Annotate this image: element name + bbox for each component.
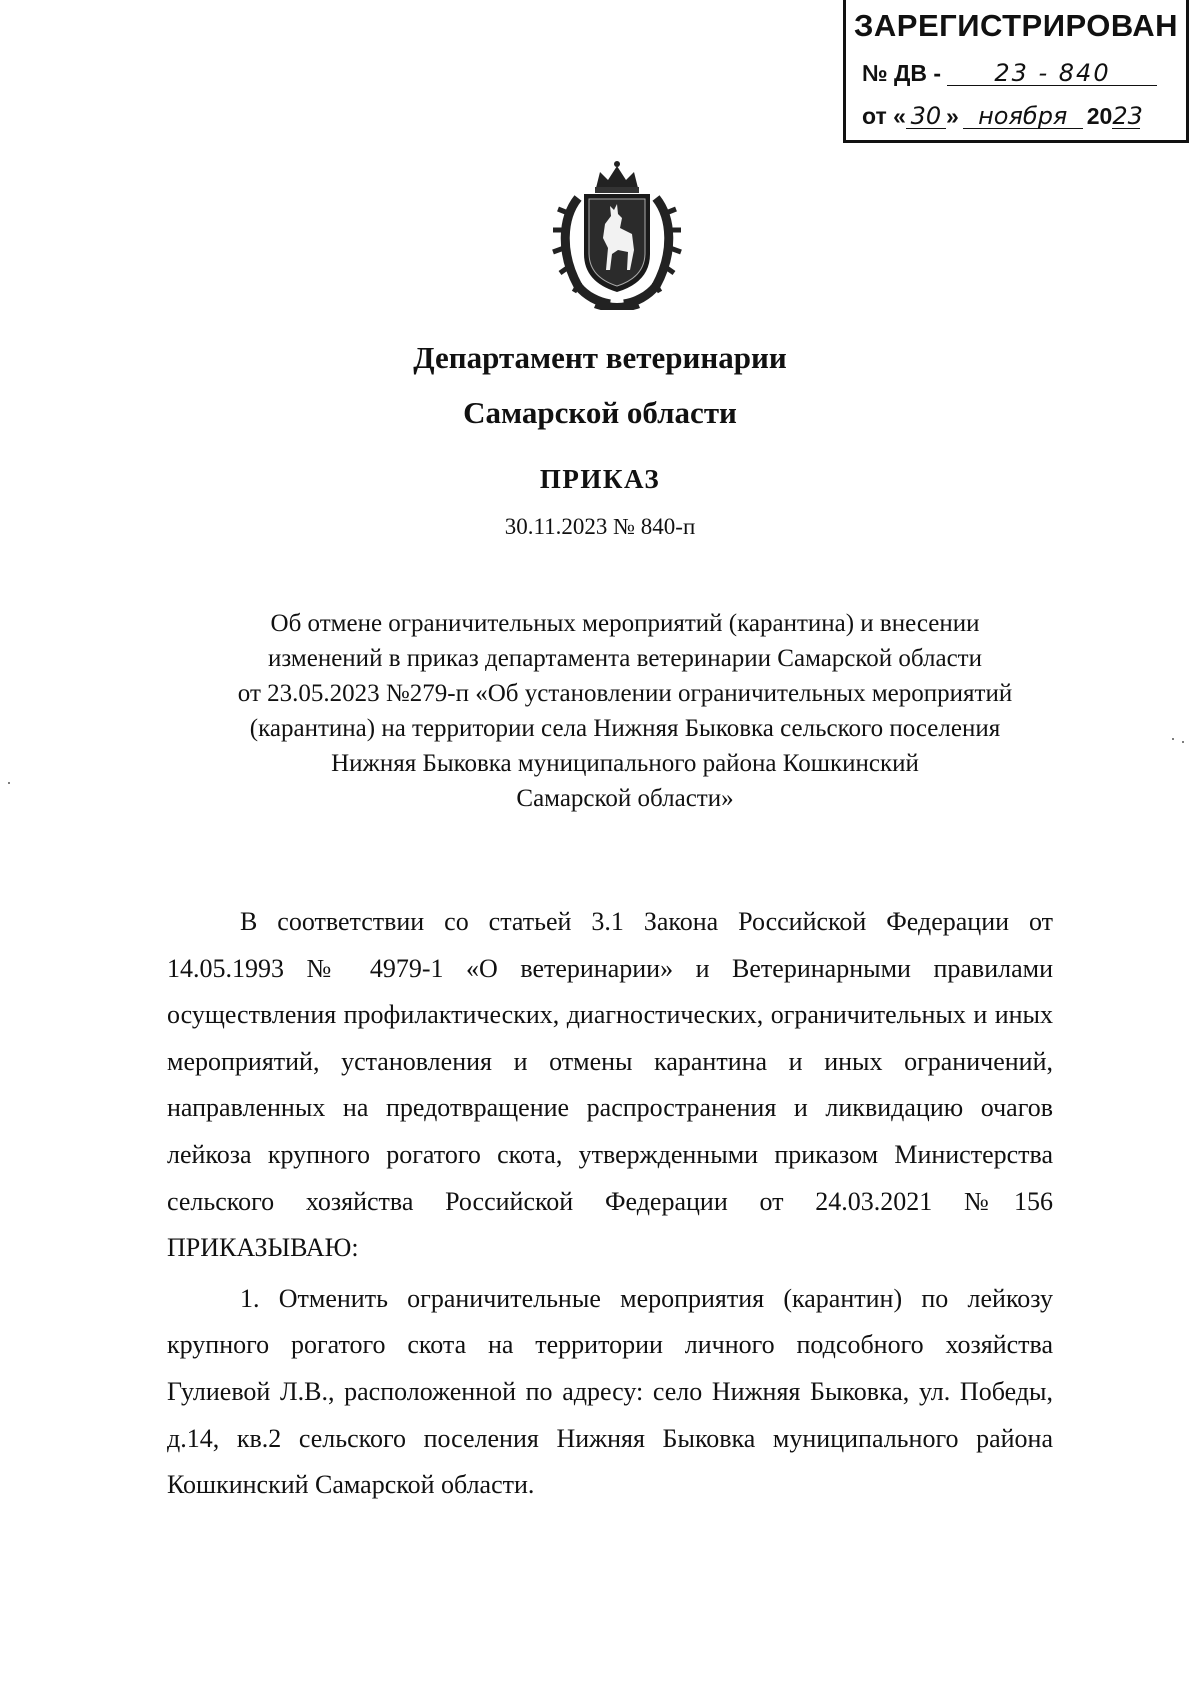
scan-speck (1182, 741, 1184, 743)
stamp-date-day: 30 (906, 104, 946, 129)
scan-speck (8, 782, 10, 784)
organization-name-line2: Самарской области (463, 395, 737, 430)
body-paragraph-preamble: В соответствии со статьей 3.1 Закона Российской Федерации от 14.05.1993 № 4979-1 «О ветеринарии» и Ветеринарными правилами осуществления профилактических, диагностических, ограничительных и иных мероприятий, установления и отмены карантина и иных ограничений, направленных на предотвращение распространения и ликвидацию очагов лейкоза крупного рогатого скота, утвержденными приказом Министерства сельского хозяйства Российской Федерации от 24.03.2021 №156 ПРИКАЗЫВАЮ: (167, 907, 1053, 1263)
organization-name-line1: Департамент ветеринарии (413, 340, 787, 375)
stamp-date-line (862, 102, 1143, 130)
order-body (167, 899, 1053, 1509)
samara-coat-of-arms-icon (548, 158, 686, 310)
subject-line: Об отмене ограничительных мероприятий (карантина) и внесении (270, 610, 980, 637)
stamp-number-line (862, 60, 1157, 87)
stamp-date-day-close: » (945, 103, 959, 129)
stamp-title: ЗАРЕГИСТРИРОВАН (853, 8, 1179, 43)
body-paragraph-item-1: 1. Отменить ограничительные мероприятия (карантин) по лейкозу крупного рогатого скота на территории личного подсобного хозяйства Гулиевой Л.В., расположенной по адресу: село Нижняя Быковка, ул. Победы, д.14, кв.2 сельского поселения Нижняя Быковка муниципального района Кошкинский Самарской области. (167, 1283, 1053, 1500)
organization-name (0, 330, 1200, 440)
order-subject (165, 606, 1085, 816)
stamp-date-prefix: от « (862, 103, 906, 129)
subject-line: (карантина) на территории села Нижняя Быковка сельского поселения (249, 715, 1001, 742)
stamp-date-year-prefix: 20 (1086, 103, 1113, 129)
scan-speck (1172, 738, 1174, 740)
stamp-number-prefix: № ДВ - (862, 60, 942, 86)
subject-line: от 23.05.2023 №279-п «Об установлении ограничительных мероприятий (237, 680, 1013, 707)
stamp-number-handwritten: 23 - 840 (947, 61, 1157, 86)
subject-line: Самарской области» (516, 785, 734, 812)
stamp-date-month: ноября (963, 104, 1083, 129)
stamp-date-year: 23 (1112, 102, 1143, 130)
subject-line: Нижняя Быковка муниципального района Кошкинский (331, 750, 919, 777)
order-kind-heading: ПРИКАЗ (539, 464, 661, 494)
subject-line: изменений в приказ департамента ветеринарии Самарской области (268, 645, 982, 672)
registration-stamp (843, 0, 1189, 143)
order-date-number: 30.11.2023 № 840-п (504, 514, 696, 539)
